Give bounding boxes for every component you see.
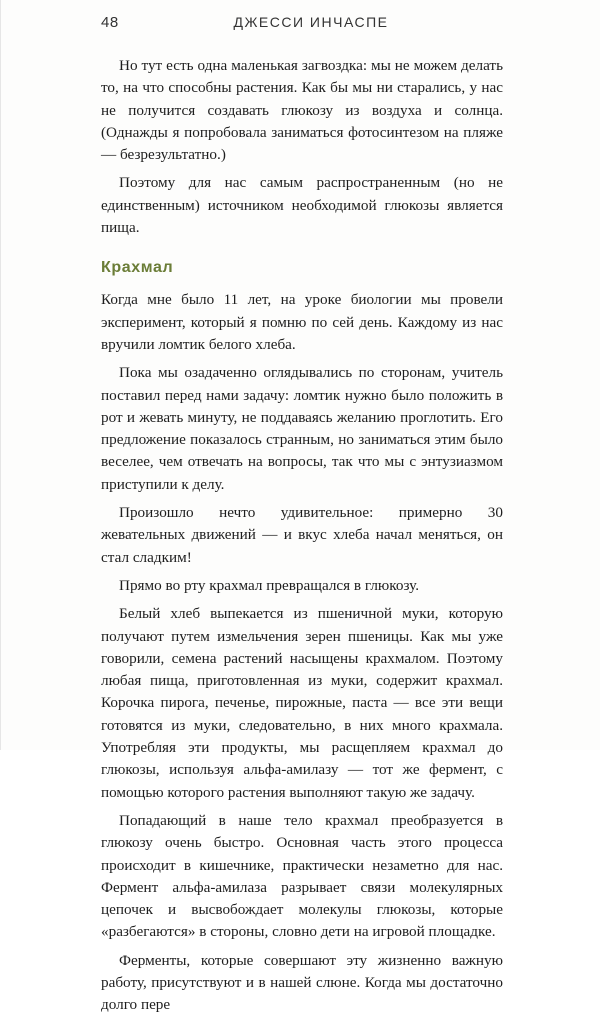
paragraph: Белый хлеб выпекается из пшеничной муки, которую получают путем измельчения зерен пшеницы. Как мы уже говорили, семена растений насыщены крахмалом. Поэтому любая пища, приготовленная из муки, содержит крахмал. Корочка пирога, печенье, пирожные, паста — все эти вещи готовятся из муки, следовательно, в них много крахмала. Употребляя эти продукты, мы расщепляем крахмал до глюкозы, используя альфа-амилазу — тот же фермент, с помощью которого растения выполняют такую же задачу.: [101, 605, 503, 801]
paragraph: Прямо во рту крахмал превращался в глюкозу.: [119, 576, 420, 594]
body-text: [101, 55, 503, 1017]
paragraph: Пока мы озадаченно оглядывались по сторонам, учитель поставил перед нами задачу: ломтик нужно было положить в рот и жевать минуту, не поддаваясь желанию проглотить. Его предложение показалось странным, но заниматься этим было веселее, чем отвечать на вопросы, так что мы с энтузиазмом приступили к делу.: [101, 364, 503, 493]
paragraph: Произошло нечто удивительное: примерно 30 жевательных движений — и вкус хлеба начал меняться, он стал сладким!: [101, 504, 503, 566]
paragraph: Когда мне было 11 лет, на уроке биологии мы провели эксперимент, который я помню по сей день. Каждому из нас вручили ломтик белого хлеба.: [101, 291, 503, 353]
section-heading: Крахмал: [101, 259, 174, 277]
paragraph: Ферменты, которые совершают эту жизненно важную работу, присутствуют и в нашей слюне. Когда мы достаточно долго пере: [101, 951, 503, 1014]
paragraph: Но тут есть одна маленькая загвоздка: мы не можем делать то, на что способны растения. Как бы мы ни старались, у нас не получится создавать глюкозу из воздуха и солнца. (Однажды я попробовала заниматься фотосинтезом на пляже — безрезультатно.): [101, 57, 503, 164]
page-number: 48: [101, 14, 119, 31]
running-title: ДЖЕССИ ИНЧАСПЕ: [233, 14, 389, 30]
running-header: [1, 14, 600, 38]
paragraph: Попадающий в наше тело крахмал преобразуется в глюкозу очень быстро. Основная часть этого процесса происходит в кишечнике, практически незаметно для нас. Фермент альфа-амилаза разрывает связи молекулярных цепочек и высвобождает молекулы глюкозы, которые «разбегаются» в стороны, словно дети на игровой площадке.: [101, 811, 503, 941]
paragraph: Поэтому для нас самым распространенным (но не единственным) источником необходимой глюкозы является пища.: [101, 174, 503, 237]
